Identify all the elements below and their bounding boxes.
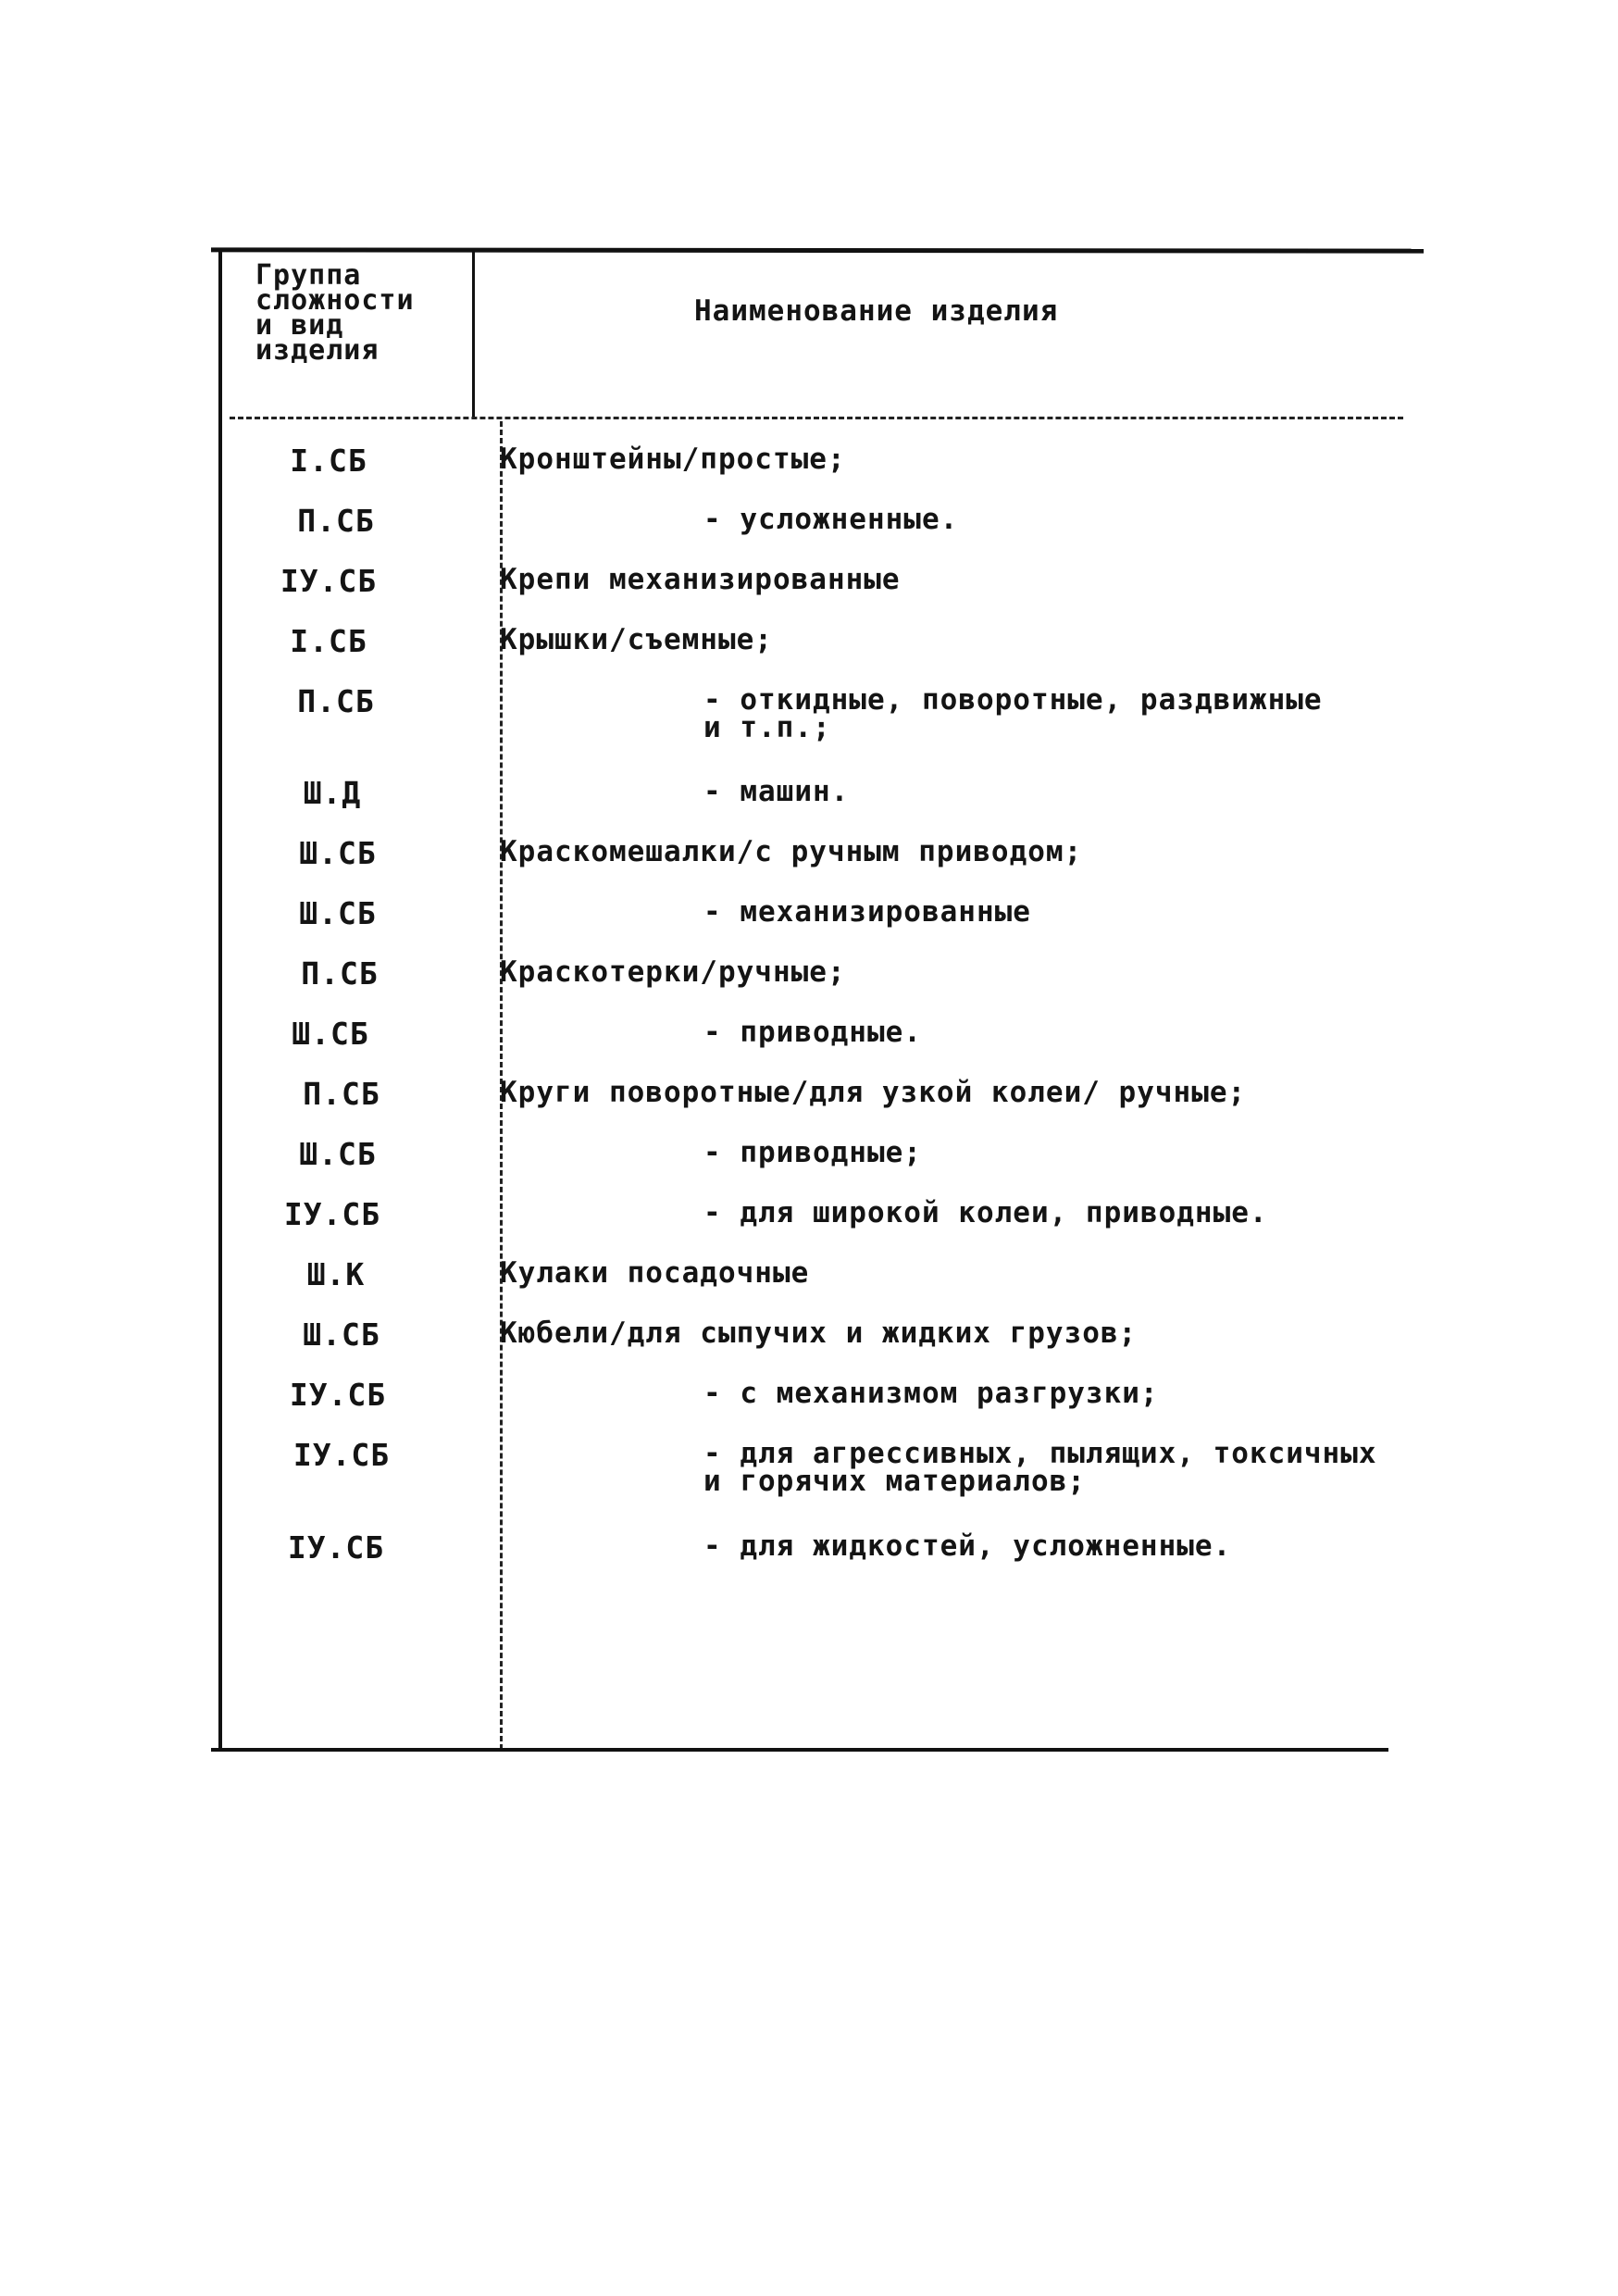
product-name: Круги поворотные/для узкой колеи/ ручные; [500, 1076, 1247, 1109]
complexity-code: IУ.СБ [292, 1437, 391, 1473]
header-line: изделия [255, 334, 380, 367]
product-name: Крепи механизированные [500, 563, 901, 596]
product-name: Крышки/съемные; [500, 623, 773, 656]
product-name: - для жидкостей, усложненные. [703, 1529, 1232, 1563]
complexity-code: П.СБ [297, 503, 375, 539]
product-name: - механизированные [703, 895, 1031, 929]
product-name: Краскомешалки/с ручным приводом; [500, 835, 1083, 868]
complexity-code: Ш.СБ [292, 1016, 369, 1052]
product-name: Кронштейны/простые; [500, 443, 846, 476]
complexity-code: Ш.СБ [299, 1136, 377, 1172]
complexity-code: IУ.СБ [283, 1196, 381, 1232]
product-name: Кулаки посадочные [500, 1256, 810, 1290]
product-name: - для агрессивных, пылящих, токсичных и горячих материалов; [703, 1437, 1377, 1498]
complexity-code: Ш.К [306, 1256, 366, 1292]
product-name: - для широкой колеи, приводные. [703, 1196, 1268, 1229]
complexity-code: IУ.СБ [287, 1529, 385, 1566]
product-name: Краскотерки/ручные; [500, 955, 846, 989]
header-line: Группа [255, 259, 362, 292]
header-line: и вид [255, 309, 344, 342]
complexity-code: П.СБ [303, 1076, 380, 1112]
header-line: сложности [255, 284, 415, 317]
product-name: - усложненные. [703, 503, 959, 536]
product-name: - с механизмом разгрузки; [703, 1377, 1159, 1410]
complexity-code: I.СБ [290, 623, 367, 659]
product-name: - приводные. [703, 1016, 922, 1049]
complexity-code: Ш.СБ [303, 1316, 380, 1353]
product-name: - откидные, поворотные, раздвижные и т.п.; [703, 683, 1323, 744]
product-name: - приводные; [703, 1136, 922, 1169]
product-name: - машин. [703, 775, 850, 808]
complexity-code: П.СБ [297, 683, 375, 719]
complexity-code: IУ.СБ [280, 563, 378, 599]
complexity-code: IУ.СБ [289, 1377, 387, 1413]
complexity-code: Ш.СБ [299, 895, 377, 931]
product-name: Кюбели/для сыпучих и жидких грузов; [500, 1316, 1138, 1350]
complexity-code: Ш.Д [303, 775, 362, 811]
header-product-name: Наименование изделия [694, 294, 1059, 328]
complexity-code: I.СБ [290, 443, 367, 479]
complexity-code: П.СБ [301, 955, 379, 992]
complexity-code: Ш.СБ [299, 835, 377, 871]
